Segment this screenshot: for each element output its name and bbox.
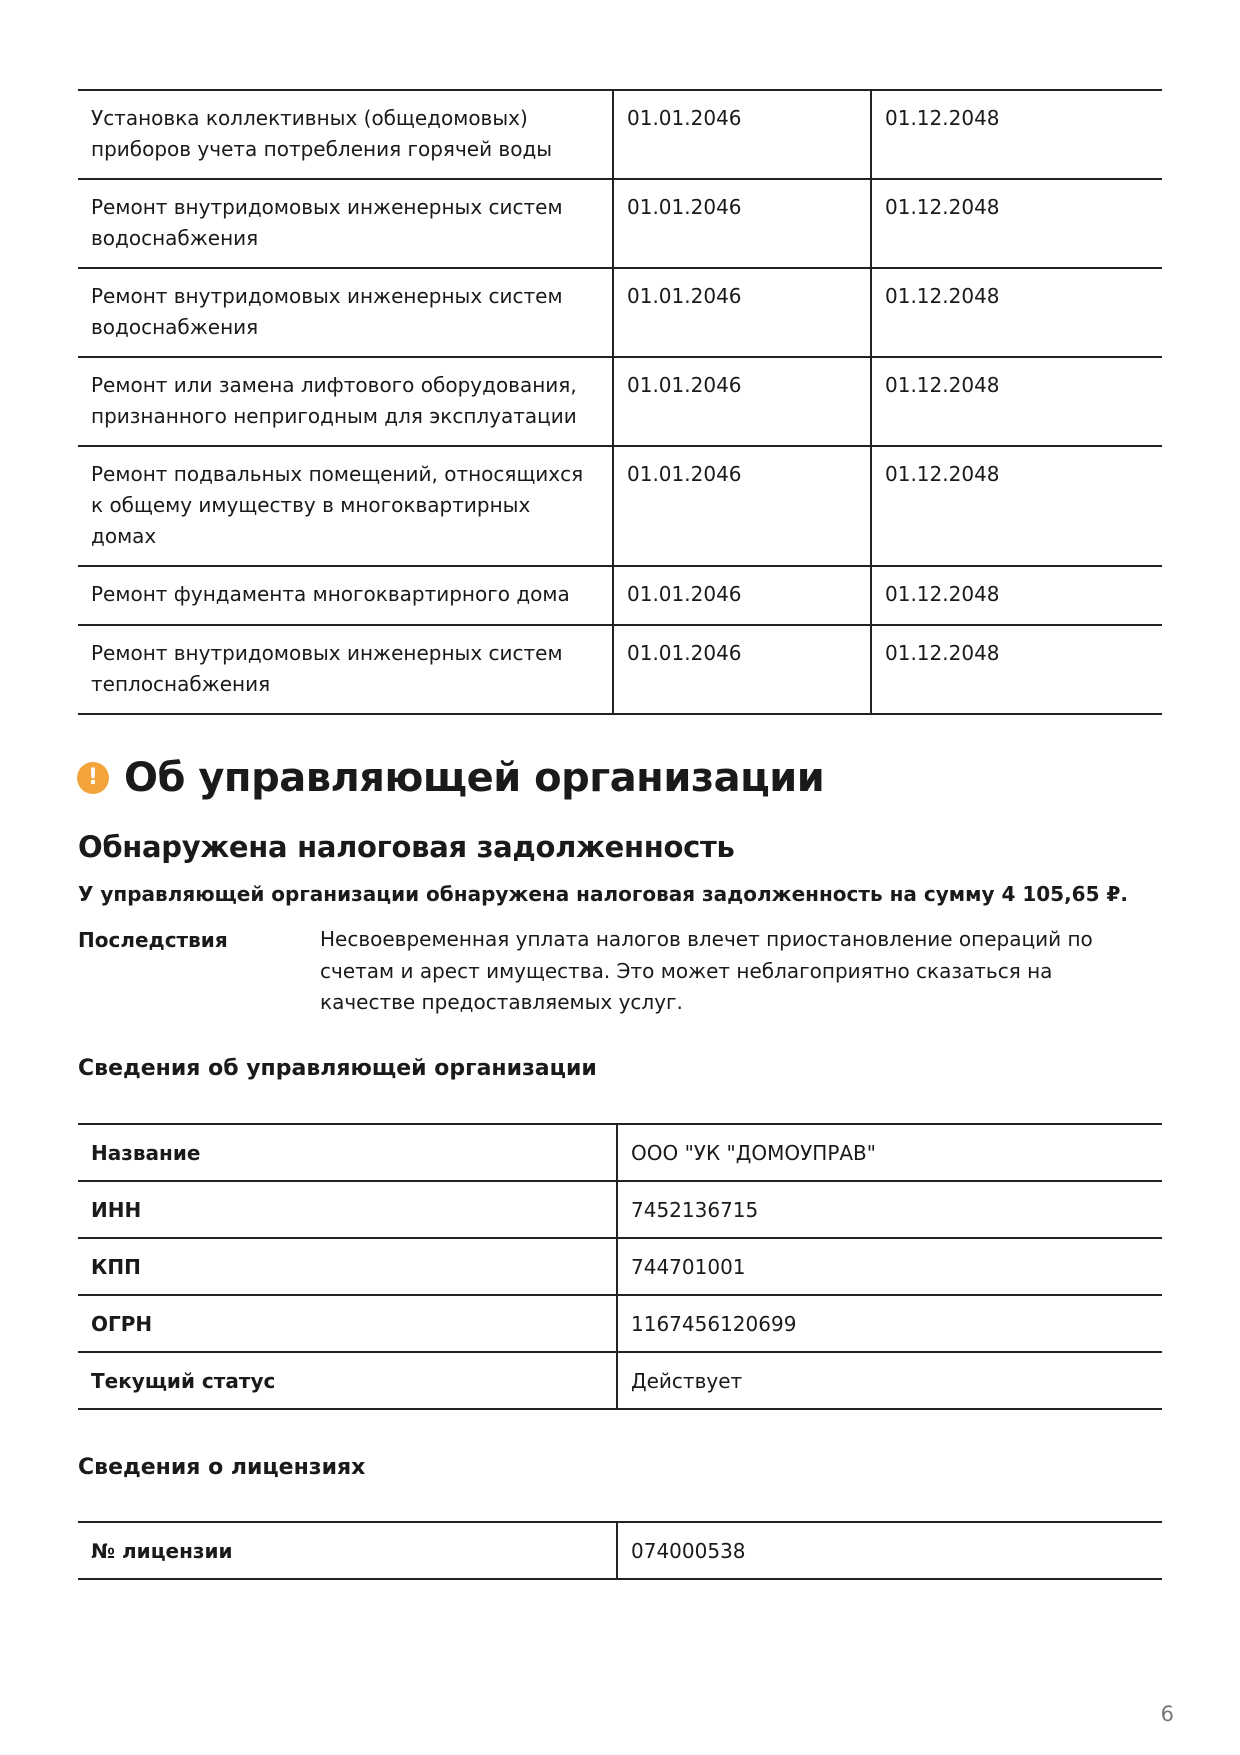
work-start-date-cell: 01.01.2046 — [613, 179, 871, 268]
work-start-date-cell: 01.01.2046 — [613, 268, 871, 357]
page-number: 6 — [1160, 1702, 1174, 1726]
table-row — [78, 1352, 1162, 1409]
work-end-date-cell: 01.12.2048 — [871, 625, 1162, 714]
table-row — [78, 1238, 1162, 1295]
work-name-cell: Ремонт фундамента многоквартирного дома — [78, 566, 613, 625]
work-start-date-cell: 01.01.2046 — [613, 446, 871, 566]
consequences-label: Последствия — [78, 928, 228, 952]
work-name-cell: Ремонт внутридомовых инженерных систем водоснабжения — [78, 268, 613, 357]
work-start-date-cell: 01.01.2046 — [613, 357, 871, 446]
licenses-title: Сведения о лицензиях — [78, 1455, 366, 1480]
work-start-date-cell: 01.01.2046 — [613, 625, 871, 714]
table-row — [78, 1181, 1162, 1238]
org-field-label: Текущий статус — [78, 1352, 617, 1409]
work-name-cell: Ремонт или замена лифтового оборудования, признанного непригодным для эксплуатации — [78, 357, 613, 446]
org-field-value: Действует — [617, 1352, 1162, 1409]
work-end-date-cell: 01.12.2048 — [871, 179, 1162, 268]
table-row — [78, 1522, 1162, 1579]
table-row — [78, 357, 1162, 446]
work-end-date-cell: 01.12.2048 — [871, 268, 1162, 357]
table-row — [78, 1295, 1162, 1352]
section-title: Об управляющей организации — [124, 755, 825, 801]
warning-exclamation-icon: ! — [77, 762, 109, 794]
table-row — [78, 179, 1162, 268]
org-field-value: 1167456120699 — [617, 1295, 1162, 1352]
table-row — [78, 566, 1162, 625]
work-end-date-cell: 01.12.2048 — [871, 90, 1162, 179]
tax-debt-title: Обнаружена налоговая задолженность — [78, 830, 735, 864]
table-row — [78, 268, 1162, 357]
table-row — [78, 625, 1162, 714]
section-heading — [77, 748, 824, 808]
work-name-cell: Ремонт внутридомовых инженерных систем водоснабжения — [78, 179, 613, 268]
org-field-label: ОГРН — [78, 1295, 617, 1352]
work-start-date-cell: 01.01.2046 — [613, 90, 871, 179]
org-info-table — [78, 1123, 1162, 1410]
table-row — [78, 446, 1162, 566]
work-name-cell: Ремонт внутридомовых инженерных систем теплоснабжения — [78, 625, 613, 714]
license-field-value: 074000538 — [617, 1522, 1162, 1579]
org-field-value: 744701001 — [617, 1238, 1162, 1295]
licenses-table — [78, 1521, 1162, 1580]
work-end-date-cell: 01.12.2048 — [871, 357, 1162, 446]
work-end-date-cell: 01.12.2048 — [871, 566, 1162, 625]
org-info-title: Сведения об управляющей организации — [78, 1056, 597, 1081]
consequences-text: Несвоевременная уплата налогов влечет приостановление операций по счетам и арест имущества. Это может неблагоприятно сказаться на качестве предоставляемых услуг. — [320, 927, 1093, 1014]
works-schedule-table — [78, 89, 1162, 715]
work-name-cell: Установка коллективных (общедомовых) приборов учета потребления горячей воды — [78, 90, 613, 179]
table-row — [78, 1124, 1162, 1181]
table-row — [78, 90, 1162, 179]
org-field-label: Название — [78, 1124, 617, 1181]
work-end-date-cell: 01.12.2048 — [871, 446, 1162, 566]
org-field-value: ООО "УК "ДОМОУПРАВ" — [617, 1124, 1162, 1181]
license-field-label: № лицензии — [78, 1522, 617, 1579]
work-name-cell: Ремонт подвальных помещений, относящихся к общему имуществу в многоквартирных домах — [78, 446, 613, 566]
org-field-label: ИНН — [78, 1181, 617, 1238]
org-field-label: КПП — [78, 1238, 617, 1295]
org-field-value: 7452136715 — [617, 1181, 1162, 1238]
work-start-date-cell: 01.01.2046 — [613, 566, 871, 625]
tax-debt-summary: У управляющей организации обнаружена налоговая задолженность на сумму 4 105,65 ₽. — [78, 882, 1128, 906]
